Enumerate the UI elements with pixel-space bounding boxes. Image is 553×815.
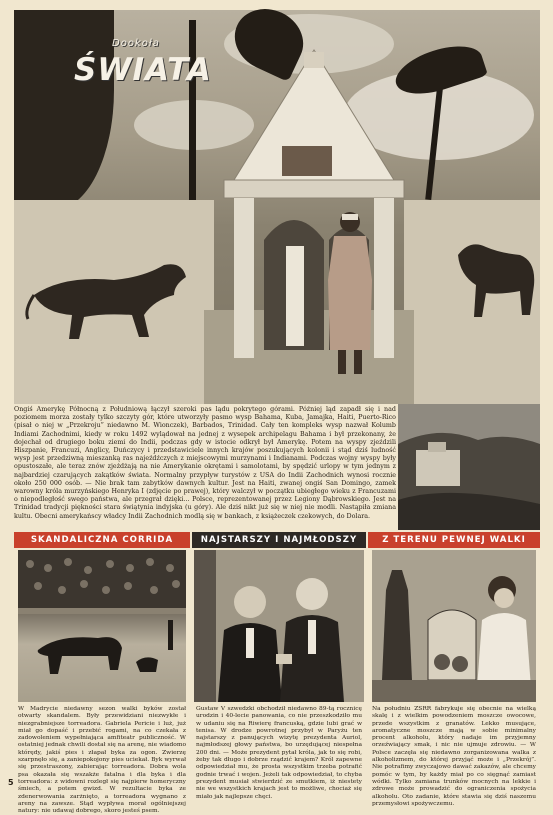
logo-title-text: ŚWIATA — [74, 52, 212, 88]
story-caption: W Madrycie niedawny sezon walki byków został otwarty skandalem. Były przewidziani niezwykłe i niezgrabniejsze torreadora. Gabriela Pericie i luż, już miał go dopaść i przebić rogami, na co czekała z zadowoleniem wypełniająca amfiteatr publiczność. W ostatniej jednak chwili dostał się na arenę, nie wiadomo którędy, jakiś pies i złapał byka za ogon. Zwierzę szarpnęło się, a zaniepokojony pies uciekał. Byk wyrwał się przestraszony, zabierając torreadora. Dobra wola psa okazała się wszakże fatalna i dla byka i dla torreadora: z widowni rozległ się najpierw homeryczny śmiech, a potem gwizd. W rezultacie byka ze zdenerwowania zarżnięto, a torreadora wygnano z areny na zawsze. Stąd wypływa morał ogólniejszej natury: nie udawaj dobrego, skoro jesteś psem. — [18, 706, 186, 815]
painted-lion-right — [450, 235, 540, 325]
painted-tiger-left — [24, 255, 194, 345]
kings-photo — [194, 550, 364, 702]
story-title: SKANDALICZNA CORRIDA — [14, 532, 190, 548]
story-juice — [368, 532, 540, 807]
story-corrida — [14, 532, 190, 815]
bottles-woman-illustration — [372, 550, 536, 702]
temple-shrine — [194, 50, 434, 370]
fortress-illustration — [398, 404, 540, 530]
article-body: Ongiś Amerykę Północną z Południową łączył szeroki pas lądu pokrytego górami. Później ląd zapadł się i nad poziomem morza zostały tylko szczyty gór, które utworzyły pasmo wysp Bahama, Kuba, Jamajka, Haiti, Puerto-Rico (pisał o niej w „Przekroju” niedawno M. Wionczek), Barbados, Trinidad. Cały ten kompleks wysp nazwał Kolumb Indiami Zachodnimi, kiedy w roku 1492 wylądował na jednej z wysepek archipelagu Bahama i był przekonany, że dojechał od drugiego boku ziemi do Indii, podczas gdy w istocie odkrył był Amerykę. Potem na wyspy zjeździli Hiszpanie, Francuzi, Anglicy, Duńczycy i przedstawiciele innych krajów poszukujących kolonii i stąd dziś ludność wysp jest przedziwną mieszanką ras najeźdźczych z miejscowymi murzynami i Indianami. Podczas wojny wyspy były opustoszałe, ale teraz znów zjeżdżają na nie Amerykanie okrętami i samolotami, by spędzić urlopy w tym jednym z najbardziej czarujących zakątków świata. Normalny przypływ turystów z USA do Indii Zachodnich wynosi rocznie około 250 000 osób. — Nie brak tam zabytków dawnych kultur. Jest na Haiti, zwanej ongiś San Domingo, zamek warowny króla murzyńskiego Henryka I (zdjęcie po prawej), który walczył w początku ubiegłego wieku z Francuzami o niepodległość swego państwa, ale przegrał dzięki... Polsce, reprezentowanej przez Legiony Dąbrowskiego. Jest na Trinidad tradycji piękności stara świątynia indyjska (u góry). Ale dziś nikt już się w niej nie modli. Nastąpiła zmiana kultu. Obecni amerykańscy władcy Indii Zachodnich modlą się w bankach, z książeczek czekowych, do Dolara. — [14, 406, 396, 530]
bullfight-illustration — [18, 550, 186, 702]
story-kings — [192, 532, 366, 800]
magazine-logo — [74, 38, 212, 94]
story-title: NAJSTARSZY I NAJMŁODSZY — [192, 532, 366, 548]
story-title: Z TERENU PEWNEJ WALKI — [368, 532, 540, 548]
juice-photo — [372, 550, 536, 702]
two-men-illustration — [194, 550, 364, 702]
logo-small-text: Dookoła — [112, 38, 160, 49]
hero-photo-temple — [14, 10, 540, 404]
page-number: 5 — [8, 778, 14, 787]
corrida-photo — [18, 550, 186, 702]
standing-man-figure — [320, 210, 380, 380]
story-caption: Na południu ZSRR fabrykuje się obecnie na wielką skalę i z wielkim powodzeniem moszcze owocowe, przede wszystkim z granatów. Lekko musujące, aromatyczne moszcze mają w sobie minimalny procent alkoholu, który nadaje im przyjemny orzeźwiający smak, i nic nie ujmuje zdrowiu. — W Polsce zaczęła się niedawno zorganizowana walka z alkoholizmem, do której przyjąć może i „Przekrój”. Nie potrafimy zwyczajowo dawać zakazów, ale chcemy pomóc w tym, by każdy miał po co sięgnąć zamiast wódki. Tylko zamiana trunków mocnych na lekkie i zdrowe może prowadzić do ograniczenia spożycia alkoholu. Oto zadanie, które stawia się dziś naszemu przemysłowi spożywczemu. — [372, 706, 536, 807]
fortress-photo — [398, 404, 540, 530]
story-caption: Gustaw V szwedzki obchodził niedawno 89-tą rocznicę urodzin i 40-lecie panowania, co nie przeszkodziło mu w udaniu się na Riwierę francuską, gdzie lubi grać w tenisa. W drodze powrotnej przybył w Paryżu ten najstarszy z panujących wizytę prezydenta Auriol, najmłodszej głowy państwa, bo urzędującej niespełna 200 dni. — Może prezydent pytał króla, jak to się robi, żeby tak długo i dobrze rządzić krajem? Król zapewne odpowiedział mu, że prosta wszystkim trzeba potrafić godnie trwać i wojen. Jeżeli tak odpowiedział, to chyba prezydent musiał stwierdzić ze smutkiem, iż niestety nie we wszystkich krajach jest to możliwe, chociaż się miało jak najlepsze chęci. — [196, 706, 362, 800]
